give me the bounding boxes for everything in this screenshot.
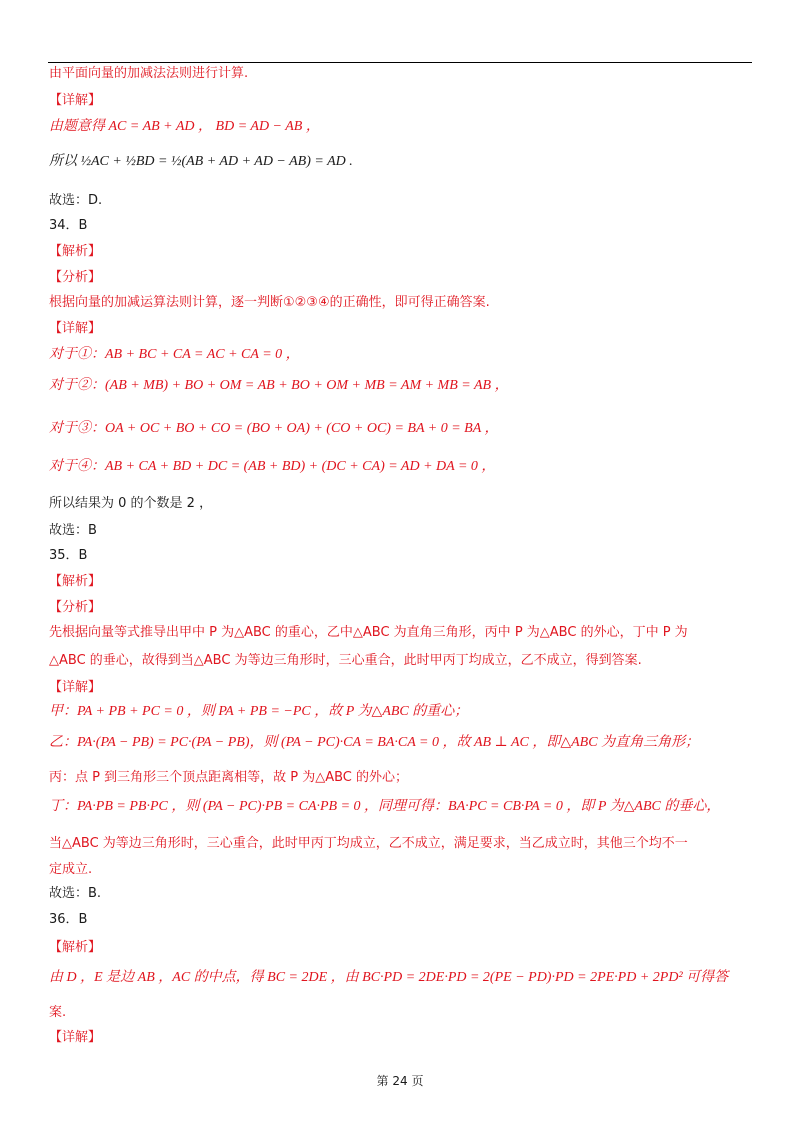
text-line: 故选：D. <box>49 193 103 208</box>
text-line: 丙：点 P 到三角形三个顶点距离相等，故 P 为△ABC 的外心； <box>49 770 408 785</box>
page-footer: 第 24 页 <box>376 1074 424 1088</box>
text-line: △ABC 的垂心，故得到当△ABC 为等边三角形时，三心重合，此时甲丙丁均成立，乙不成立，得到答案. <box>49 653 642 668</box>
header-rule <box>48 62 752 63</box>
text-line: 【解析】 <box>49 574 102 589</box>
text-line: 所以 ½AC + ½BD = ½(AB + AD + AD − AB) = AD . <box>49 154 353 169</box>
text-line: 对于②：(AB + MB) + BO + OM = AB + BO + OM + MB = AM + MB = AB ， <box>49 378 509 393</box>
intro-text: 由平面向量的加减法法则进行计算. <box>49 66 249 81</box>
text-line: 乙：PA·(PA − PB) = PC·(PA − PB)，则 (PA − PC)·CA = BA·CA = 0 ，故 AB ⊥ AC ，即△ABC 为直角三角形； <box>49 735 700 750</box>
text-line: 对于③：OA + OC + BO + CO = (BO + OA) + (CO + OC) = BA + 0 = BA ， <box>49 421 499 436</box>
text-line: 由题意得 AC = AB + AD ， BD = AD − AB ， <box>49 119 320 134</box>
text-line: 当△ABC 为等边三角形时，三心重合，此时甲丙丁均成立，乙不成立，满足要求，当乙成立时，其他三个均不一 <box>49 836 688 851</box>
text-line: 所以结果为 0 的个数是 2 ， <box>49 496 213 511</box>
text-line: 由 D ，E 是边 AB ，AC 的中点，得 BC = 2DE ，由 BC·PD = 2DE·PD = 2(PE − PD)·PD = 2PE·PD + 2PD² 可得答 <box>49 970 729 985</box>
text-line: 对于④：AB + CA + BD + DC = (AB + BD) + (DC + CA) = AD + DA = 0 ， <box>49 459 496 474</box>
text-line: 【解析】 <box>49 940 102 955</box>
text-line: 34．B <box>49 218 88 233</box>
text-line: 【详解】 <box>49 93 102 108</box>
text-line: 35．B <box>49 548 88 563</box>
text-line: 故选：B <box>49 523 97 538</box>
text-line: 【详解】 <box>49 321 102 336</box>
text-line: 根据向量的加减运算法则计算，逐一判断①②③④的正确性，即可得正确答案. <box>49 295 490 310</box>
text-line: 对于①：AB + BC + CA = AC + CA = 0 ， <box>49 347 300 362</box>
text-line: 案. <box>49 1005 67 1020</box>
text-line: 【详解】 <box>49 680 102 695</box>
text-line: 先根据向量等式推导出甲中 P 为△ABC 的重心，乙中△ABC 为直角三角形，丙中 P 为△ABC 的外心，丁中 P 为 <box>49 625 688 640</box>
text-line: 36．B <box>49 912 88 927</box>
text-line: 丁：PA·PB = PB·PC ，则 (PA − PC)·PB = CA·PB = 0 ，同理可得：BA·PC = CB·PA = 0 ，即 P 为△ABC 的垂心， <box>49 799 721 814</box>
text-line: 【解析】 <box>49 244 102 259</box>
text-line: 【详解】 <box>49 1030 102 1045</box>
text-line: 【分析】 <box>49 270 102 285</box>
text-line: 甲：PA + PB + PC = 0 ，则 PA + PB = −PC ，故 P 为△ABC 的重心； <box>49 704 469 719</box>
text-line: 定成立. <box>49 862 93 877</box>
text-line: 故选：B. <box>49 886 102 901</box>
text-line: 【分析】 <box>49 600 102 615</box>
